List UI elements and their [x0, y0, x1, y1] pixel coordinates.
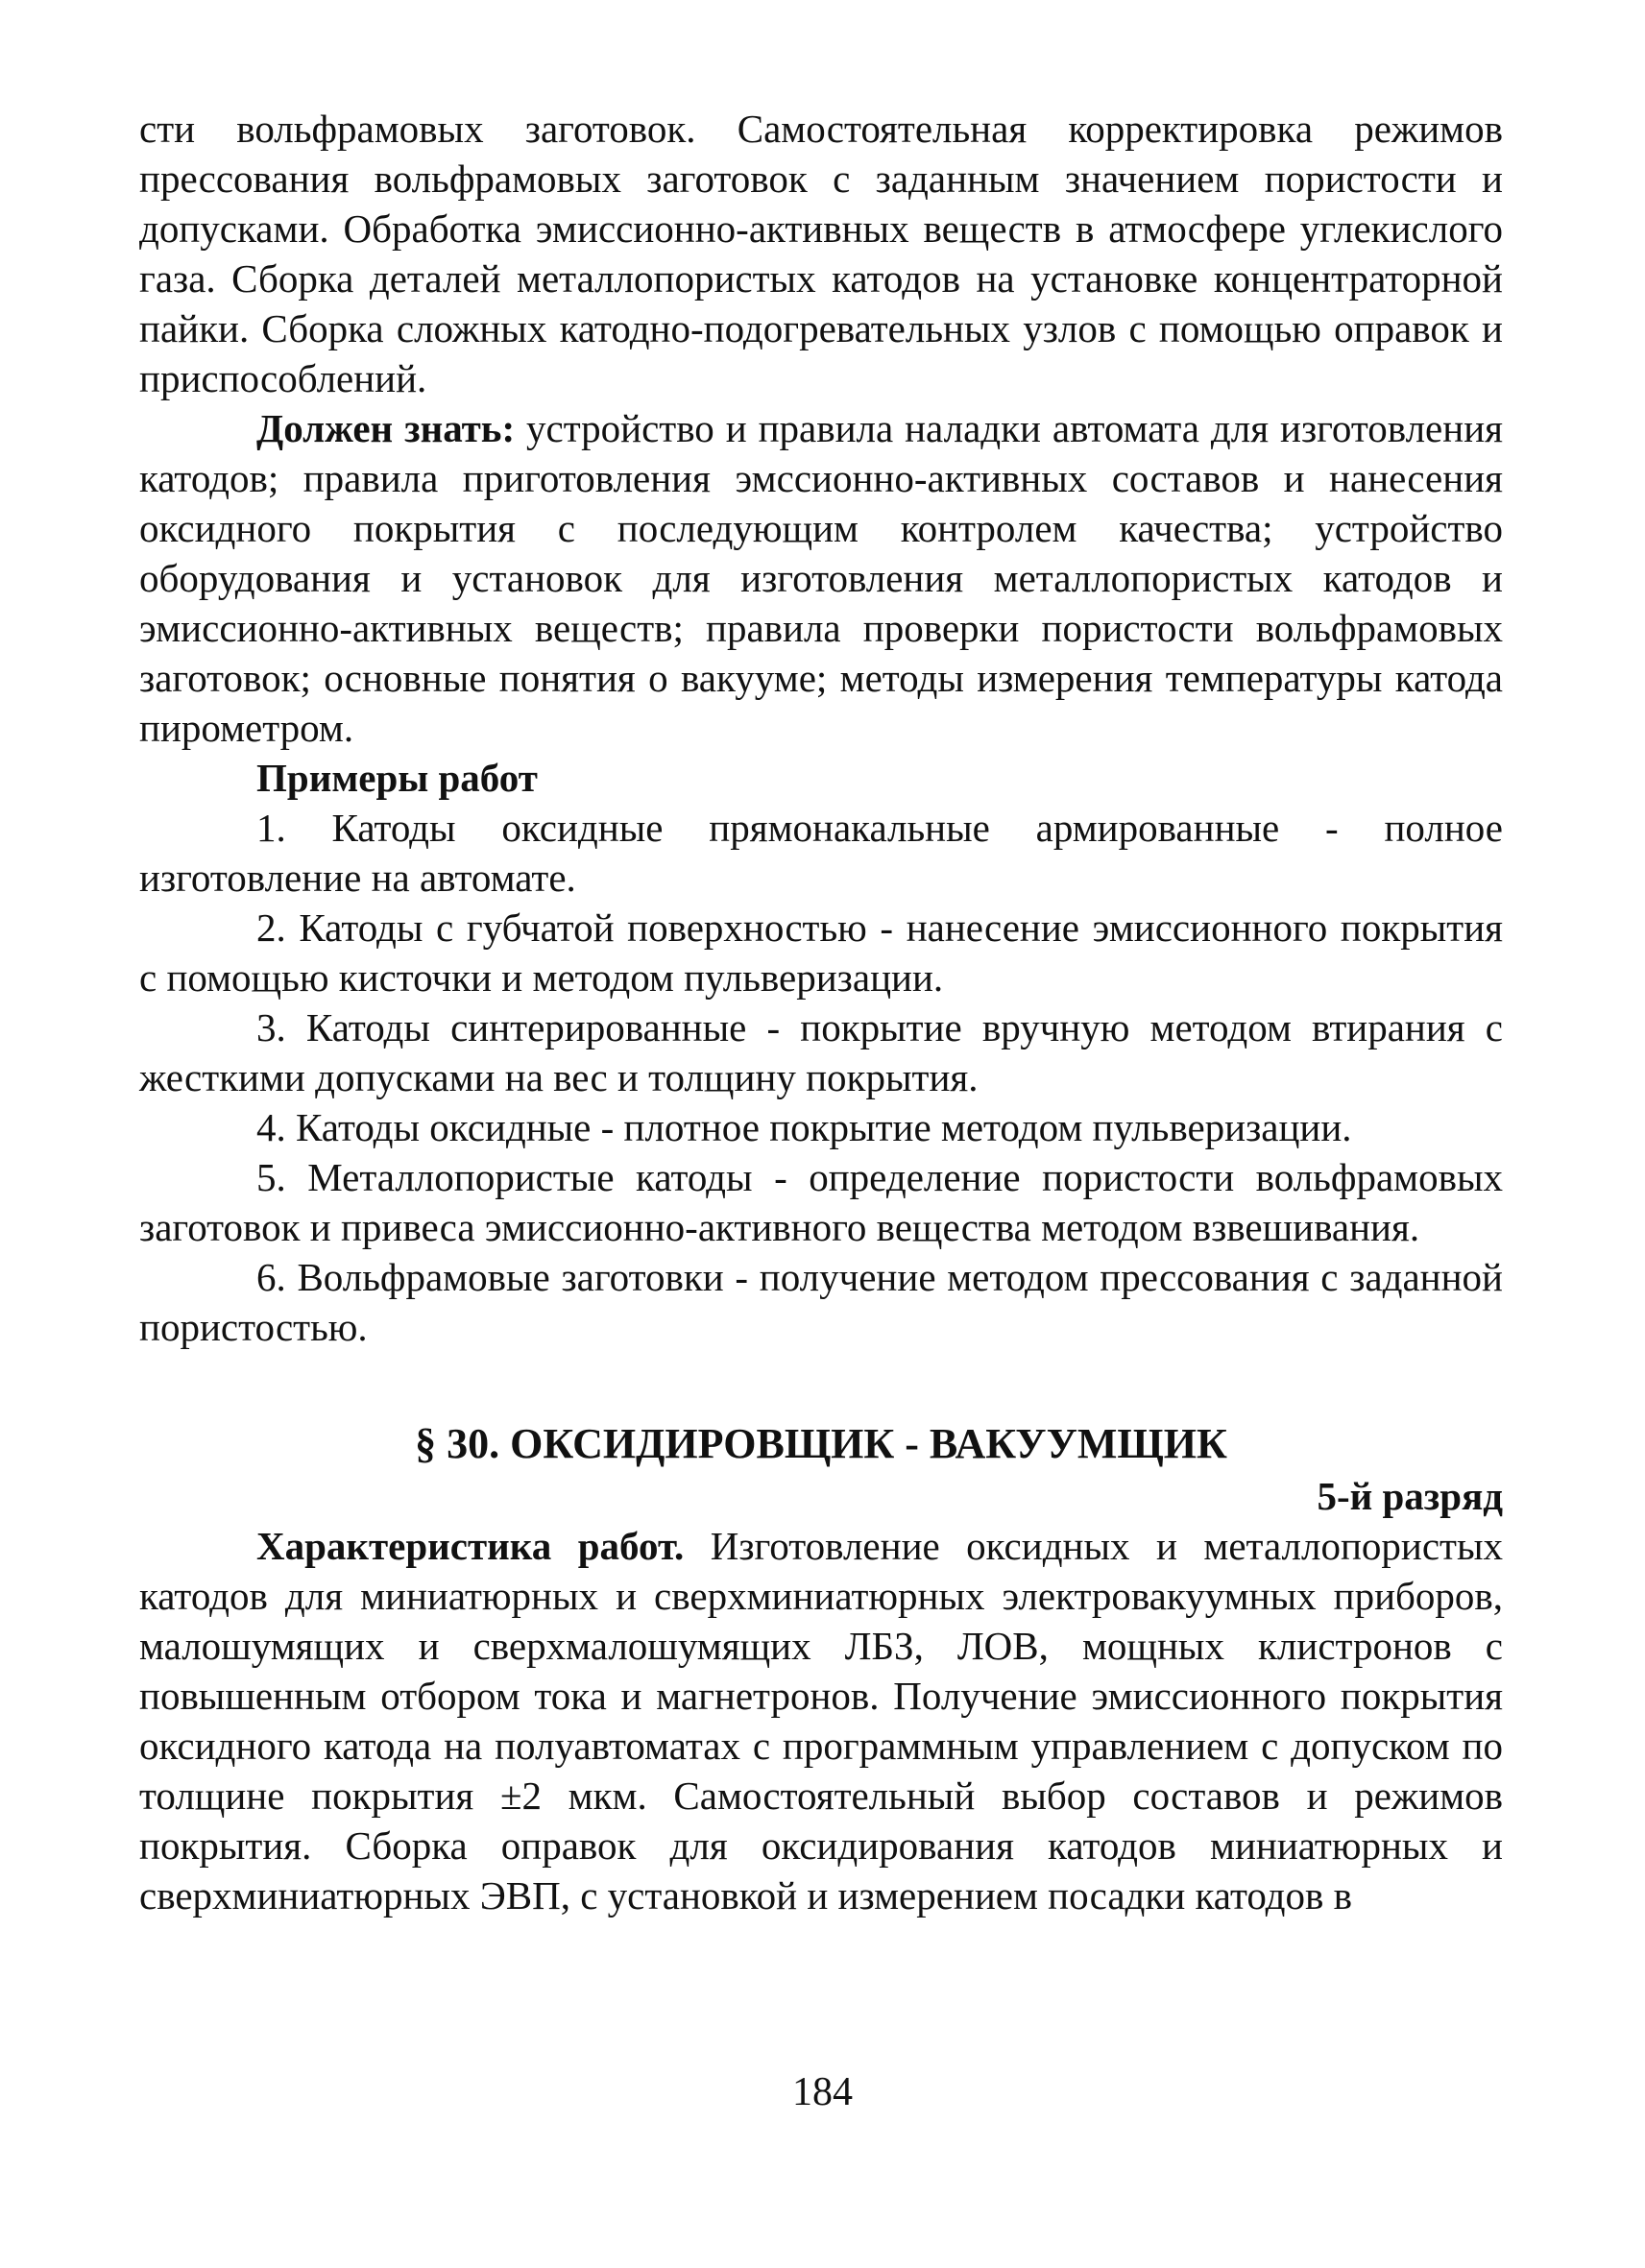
must-know-text: устройство и правила наладки автомата для изготовления катодов; правила приготовления эмссионно-активных составов и нанесения оксидного покрытия с последующим контролем качества; устройство оборудования и установок для изготовления металлопористых катодов и эмиссионно-активных веществ; правила проверки пористости вольфрамовых заготовок; основные понятия о вакууме; методы измерения температуры катода пирометром. — [139, 406, 1503, 750]
example-item: 1. Катоды оксидные прямонакальные армированные - полное изготовление на автомате. — [139, 806, 1503, 900]
page-number: 184 — [792, 2070, 853, 2114]
work-characteristics-text: Изготовление оксидных и металлопористых катодов для миниатюрных и сверхминиатюрных электровакуумных приборов, малошумящих и сверхмалошумящих ЛБЗ, ЛОВ, мощных клистронов с повышенным отбором тока и магнетронов. Получение эмиссионного покрытия оксидного катода на полуавтоматах с программным управлением с допуском по толщине покрытия ±2 мкм. Самостоятельный выбор составов и режимов покрытия. Сборка оправок для оксидирования катодов миниатюрных и сверхминиатюрных ЭВП, с установкой и измерением посадки катодов в — [139, 1524, 1503, 1918]
example-item: 3. Катоды синтерированные - покрытие вручную методом втирания с жесткими допусками на вес и толщину покрытия. — [139, 1005, 1503, 1099]
document-page — [139, 104, 1503, 1920]
examples-heading: Примеры работ — [256, 756, 538, 800]
example-item: 5. Металлопористые катоды - определение пористости вольфрамовых заготовок и привеса эмиссионно-активного вещества методом взвешивания. — [139, 1155, 1503, 1249]
work-characteristics-label: Характеристика работ. — [256, 1524, 685, 1568]
paragraph-must-know — [139, 403, 1503, 753]
must-know-label: Должен знать: — [256, 406, 516, 450]
section-title: § 30. ОКСИДИРОВЩИК - ВАКУУМЩИК — [415, 1420, 1227, 1467]
paragraph-continuation: сти вольфрамовых заготовок. Самостоятельная корректировка режимов прессования вольфрамовых заготовок с заданным значением пористости и допусками. Обработка эмиссионно-активных веществ в атмосфере углекислого газа. Сборка деталей металлопористых катодов на установке концентраторной пайки. Сборка сложных катодно-подогревательных узлов с помощью оправок и приспособлений. — [139, 107, 1503, 400]
example-item: 2. Катоды с губчатой поверхностью - нанесение эмиссионного покрытия с помощью кисточки и методом пульверизации. — [139, 905, 1503, 1000]
rank-label: 5-й разряд — [1317, 1474, 1503, 1518]
example-item: 6. Вольфрамовые заготовки - получение методом прессования с заданной пористостью. — [139, 1255, 1503, 1349]
paragraph-work-characteristics — [139, 1521, 1503, 1920]
example-item: 4. Катоды оксидные - плотное покрытие методом пульверизации. — [256, 1105, 1352, 1149]
